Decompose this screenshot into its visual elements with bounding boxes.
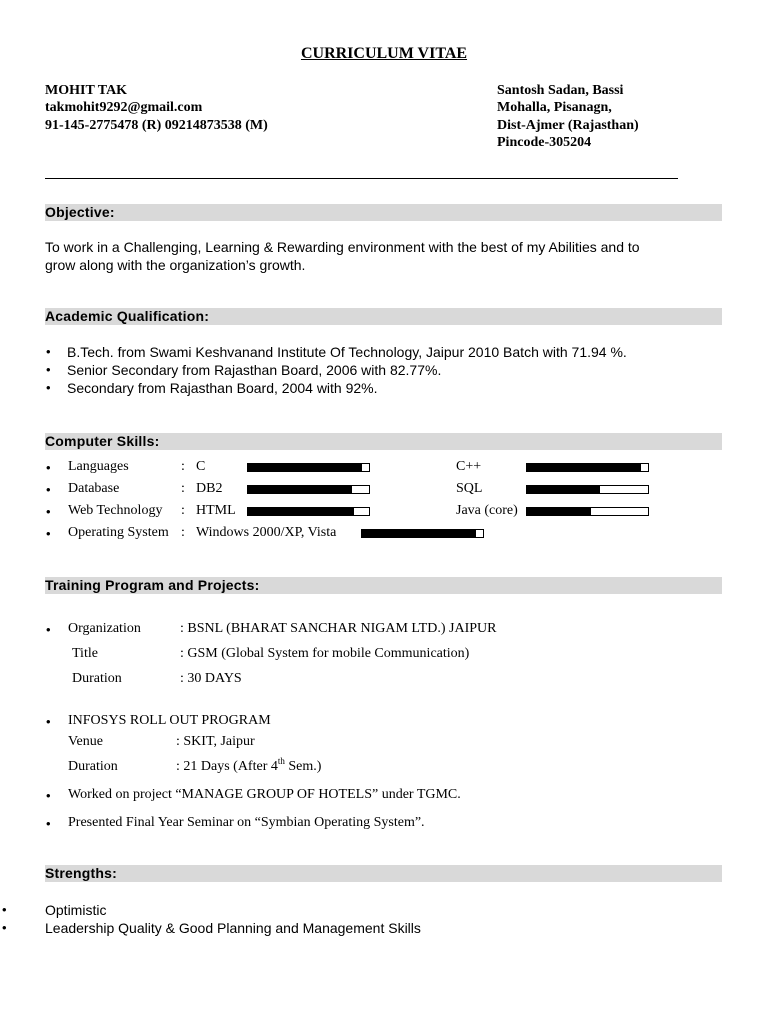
training-value: : 30 DAYS [180,671,242,686]
candidate-name: MOHIT TAK [45,83,128,98]
skill-value: DB2 [196,481,223,496]
strength-item: Leadership Quality & Good Planning and Management Skills [45,920,421,936]
skill-level-fill [248,485,352,494]
bullet: • [46,482,51,497]
duration-text: : 21 Days (After 4 [176,759,278,774]
bullet: • [46,380,51,395]
bullet: • [46,460,51,475]
bullet: • [46,504,51,519]
skill-separator: : [181,525,185,540]
section-heading-skills: Computer Skills: [45,433,722,450]
academic-item: Senior Secondary from Rajasthan Board, 2006 with 82.77%. [67,362,442,378]
ordinal-suffix: th [277,756,285,766]
skill-level-bar [361,529,484,538]
page-title: CURRICULUM VITAE [300,45,468,62]
skill-value-2: C++ [456,459,482,474]
training-label: Duration [68,759,118,774]
skill-level-bar [526,485,649,494]
project-item: Worked on project “MANAGE GROUP OF HOTELS” under TGMC. [68,787,461,802]
skill-level-fill [527,507,591,516]
address-line: Pincode-305204 [497,135,592,150]
objective-line: To work in a Challenging, Learning & Rewarding environment with the best of my Abilities and to [45,239,640,255]
bullet: • [46,526,51,541]
skill-level-bar [247,507,370,516]
skill-value: HTML [196,503,236,518]
bullet: • [46,788,51,803]
skill-value: C [196,459,206,474]
section-heading-training: Training Program and Projects: [45,577,722,594]
bullet: • [46,344,51,359]
skill-separator: : [181,503,185,518]
skill-level-bar [247,463,370,472]
skill-value: Windows 2000/XP, Vista [196,525,337,540]
skill-level-fill [527,463,641,472]
skill-level-fill [248,507,354,516]
skill-label: Operating System [68,525,169,540]
training-value: : SKIT, Jaipur [176,734,255,749]
training-label: Organization [68,621,141,636]
skill-level-fill [248,463,362,472]
bullet: • [46,362,51,377]
skill-value-2: Java (core) [456,503,518,518]
skill-label: Database [68,481,120,496]
bullet: • [2,902,7,917]
address-line: Mohalla, Pisanagn, [497,100,612,115]
training-label: Venue [68,734,103,749]
objective-line: grow along with the organization’s growth. [45,257,306,273]
address-line: Santosh Sadan, Bassi [497,83,624,98]
skill-level-fill [527,485,600,494]
section-heading-academic: Academic Qualification: [45,308,722,325]
training-value: : BSNL (BHARAT SANCHAR NIGAM LTD.) JAIPUR [180,621,497,636]
skill-level-fill [362,529,476,538]
header-divider [45,178,678,179]
training-label: Duration [72,671,122,686]
skill-separator: : [181,459,185,474]
seminar-item: Presented Final Year Seminar on “Symbian Operating System”. [68,815,425,830]
section-heading-objective: Objective: [45,204,722,221]
program-name: INFOSYS ROLL OUT PROGRAM [68,713,271,728]
duration-text: Sem.) [284,759,322,774]
skill-separator: : [181,481,185,496]
skill-level-bar [247,485,370,494]
bullet: • [2,920,7,935]
skill-level-bar [526,463,649,472]
training-value [176,756,322,775]
bullet: • [46,816,51,831]
training-value: : GSM (Global System for mobile Communication) [180,646,470,661]
skill-label: Languages [68,459,129,474]
skill-label: Web Technology [68,503,163,518]
email: takmohit9292@gmail.com [45,100,203,115]
training-label: Title [72,646,98,661]
skill-value-2: SQL [456,481,483,496]
section-heading-strengths: Strengths: [45,865,722,882]
address-line: Dist-Ajmer (Rajasthan) [497,118,639,133]
skill-level-bar [526,507,649,516]
academic-item: B.Tech. from Swami Keshvanand Institute Of Technology, Jaipur 2010 Batch with 71.94 %. [67,344,627,360]
phone: 91-145-2775478 (R) 09214873538 (M) [45,118,268,133]
bullet: • [46,622,51,637]
strength-item: Optimistic [45,902,107,918]
academic-item: Secondary from Rajasthan Board, 2004 with 92%. [67,380,378,396]
bullet: • [46,714,51,729]
